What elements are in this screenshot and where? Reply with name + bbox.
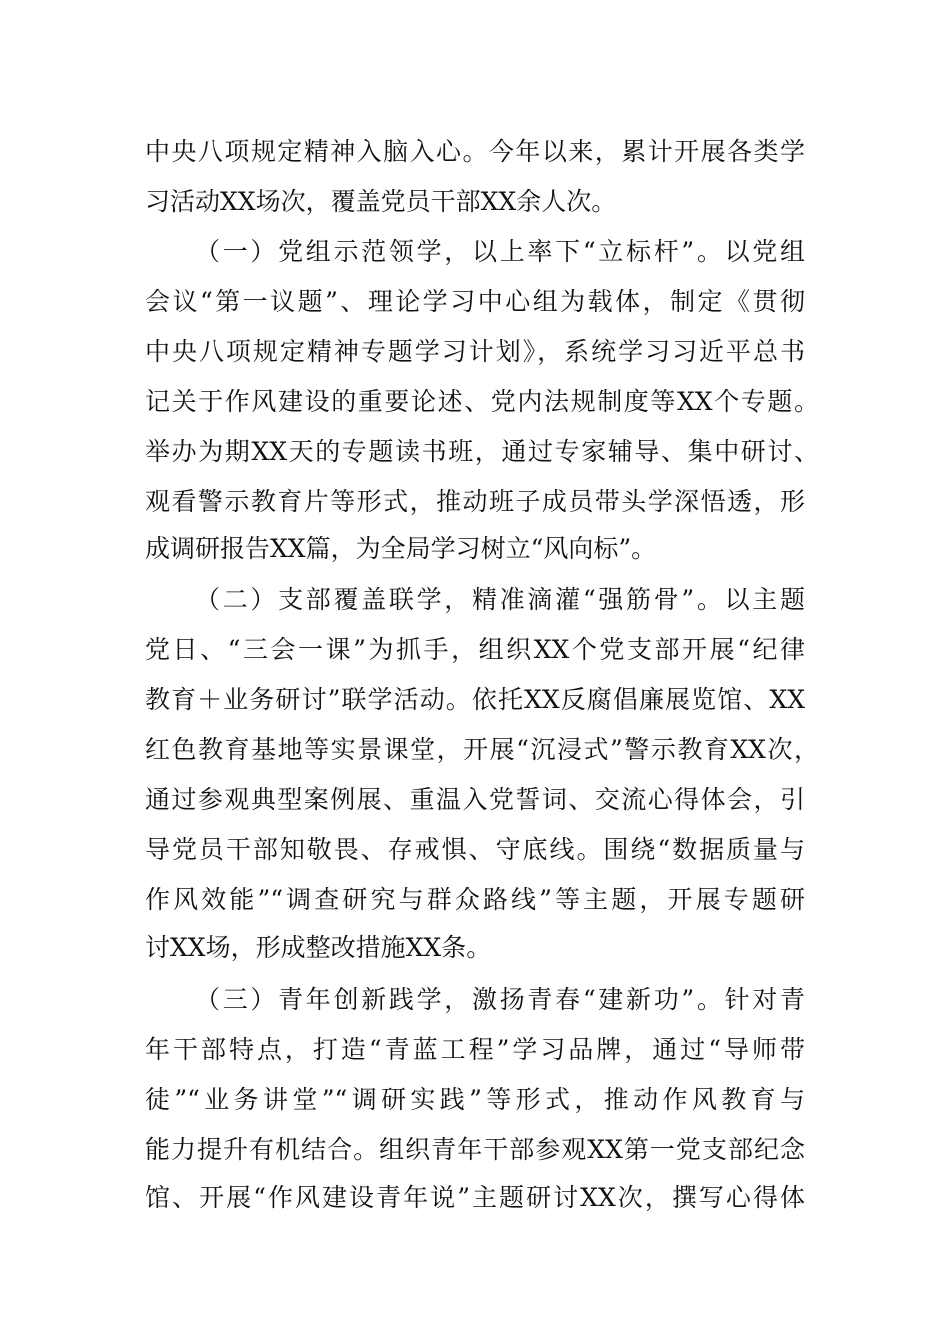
text-line: 徒”“业务讲堂”“调研实践”等形式，推动作风教育与 [145,1085,805,1114]
text-line: 导党员干部知敬畏、存戒惧、守底线。围绕“数据质量与 [145,835,805,864]
text-line: 记关于作风建设的重要论述、党内法规制度等XX个专题。 [145,387,819,416]
text-line: 举办为期XX天的专题读书班，通过专家辅导、集中研讨、 [145,437,819,466]
text-line: 馆、开展“作风建设青年说”主题研讨XX次，撰写心得体 [145,1183,805,1212]
text-line: 年干部特点，打造“青蓝工程”学习品牌，通过“导师带 [145,1035,805,1064]
section-heading-line: （三）青年创新践学，激扬青春“建新功”。针对青 [195,985,805,1014]
text-line: 通过参观典型案例展、重温入党誓词、交流心得体会，引 [145,785,805,814]
text-line: 能力提升有机结合。组织青年干部参观XX第一党支部纪念 [145,1135,805,1164]
text-line: 中央八项规定精神专题学习计划》，系统学习习近平总书 [145,337,805,366]
text-line: 会议“第一议题”、理论学习中心组为载体，制定《贯彻 [145,287,805,316]
text-line: 观看警示教育片等形式，推动班子成员带头学深悟透，形 [145,487,805,516]
section-heading-line: （二）支部覆盖联学，精准滴灌“强筋骨”。以主题 [195,585,805,614]
text-line: 教育＋业务研讨”联学活动。依托XX反腐倡廉展览馆、XX [145,685,805,714]
text-line: 党日、“三会一课”为抓手，组织XX个党支部开展“纪律 [145,635,805,664]
text-line: 中央八项规定精神入脑入心。今年以来，累计开展各类学 [145,137,805,166]
text-line: 讨XX场，形成整改措施XX条。 [145,933,492,962]
text-line: 习活动XX场次，覆盖党员干部XX余人次。 [145,187,617,216]
text-line: 作风效能”“调查研究与群众路线”等主题，开展专题研 [145,885,805,914]
text-line: 成调研报告XX篇，为全局学习树立“风向标”。 [145,534,657,563]
section-heading-line: （一）党组示范领学，以上率下“立标杆”。以党组 [195,237,805,266]
text-line: 红色教育基地等实景课堂，开展“沉浸式”警示教育XX次， [145,735,819,764]
